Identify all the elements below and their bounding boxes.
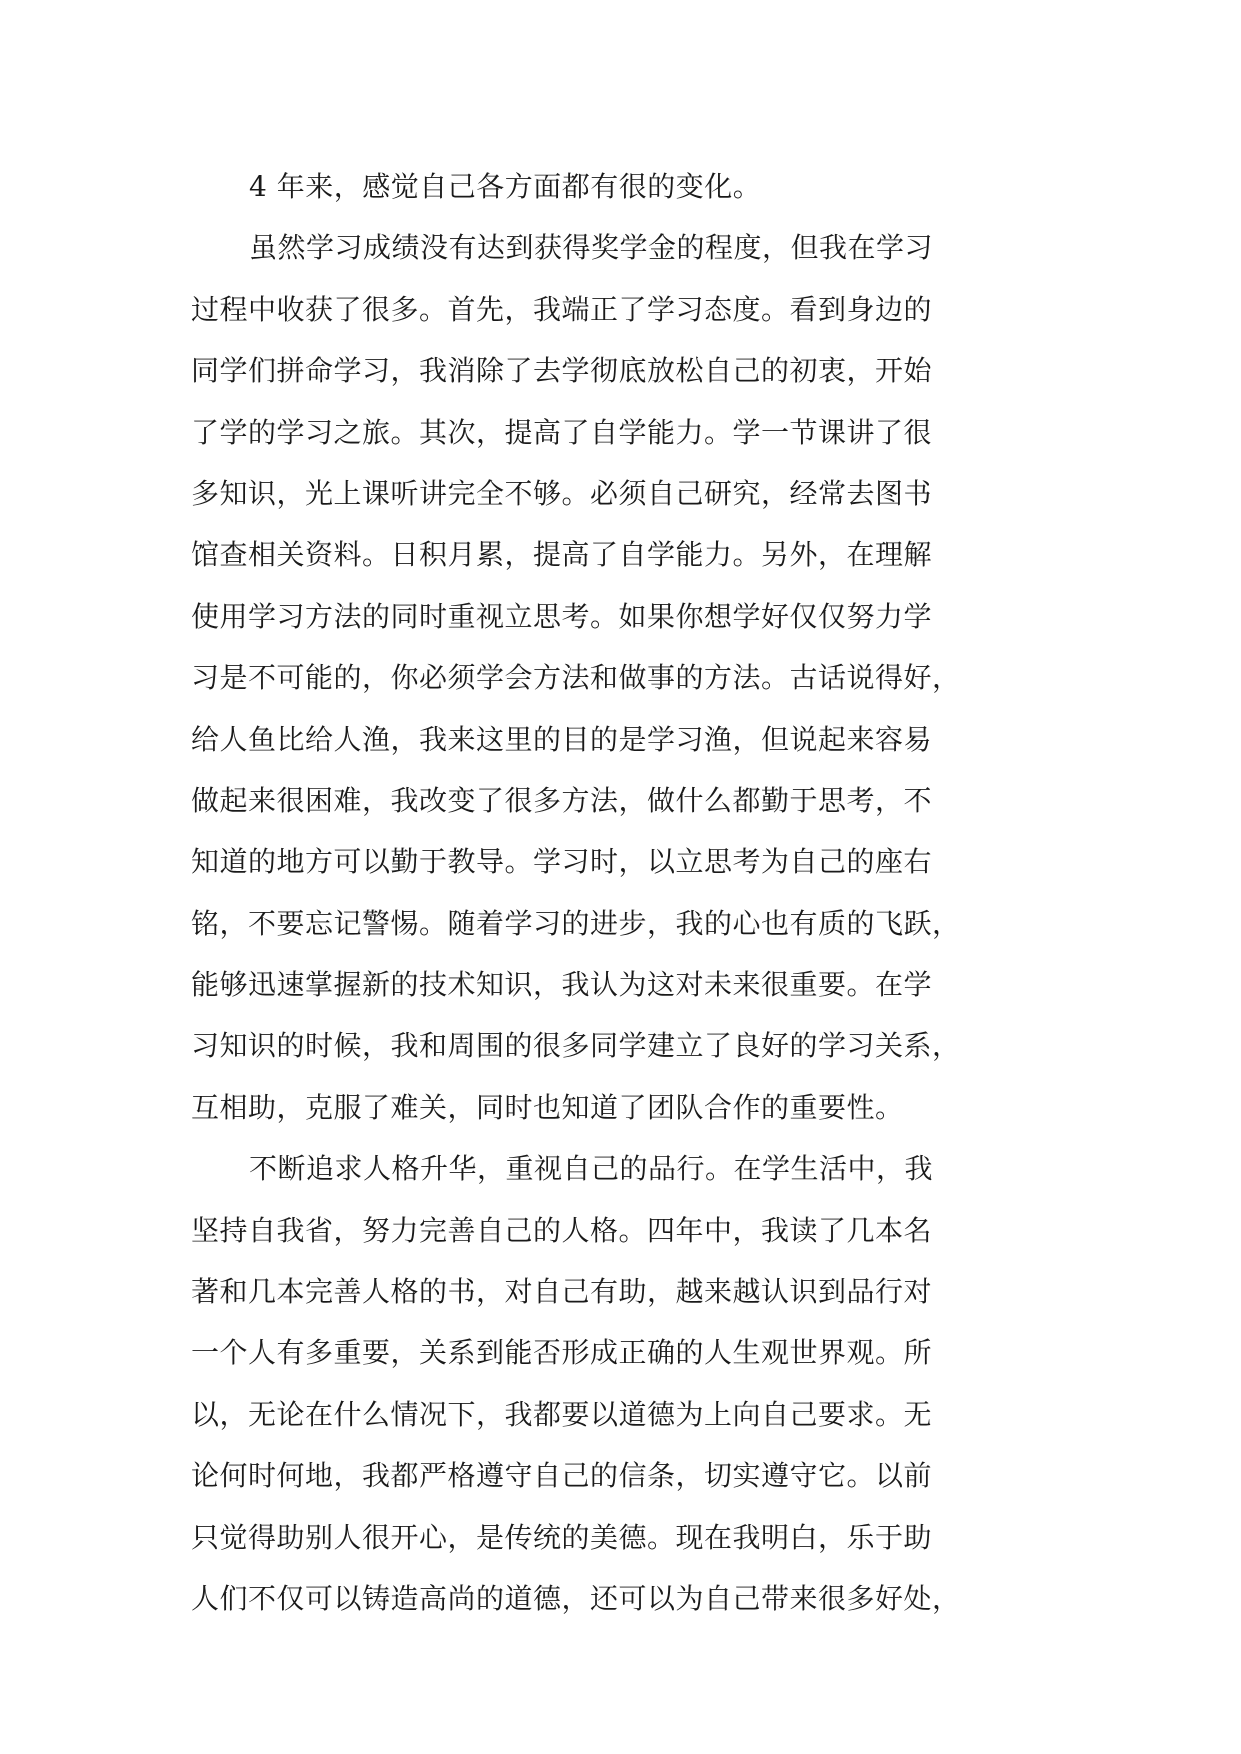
text-line: 习知识的时候，我和周围的很多同学建立了良好的学习关系， xyxy=(191,1029,961,1063)
text-line: 习是不可能的，你必须学会方法和做事的方法。古话说得好， xyxy=(191,661,961,695)
text-line: 知道的地方可以勤于教导。学习时，以立思考为自己的座右 xyxy=(191,845,933,879)
text-line: 铭，不要忘记警惕。随着学习的进步，我的心也有质的飞跃， xyxy=(191,906,961,940)
text-line: 馆查相关资料。日积月累，提高了自学能力。另外，在理解 xyxy=(191,538,933,572)
text-line: 著和几本完善人格的书，对自己有助，越来越认识到品行对 xyxy=(191,1275,933,1309)
text-line: 虽然学习成绩没有达到获得奖学金的程度，但我在学习 xyxy=(249,231,934,265)
text-line: 以，无论在什么情况下，我都要以道德为上向自己要求。无 xyxy=(191,1397,933,1431)
text-line: 人们不仅可以铸造高尚的道德，还可以为自己带来很多好处， xyxy=(191,1581,961,1615)
text-line: 一个人有多重要，关系到能否形成正确的人生观世界观。所 xyxy=(191,1336,933,1370)
document-body xyxy=(191,156,1055,1629)
text-line: 能够迅速掌握新的技术知识，我认为这对未来很重要。在学 xyxy=(191,968,933,1002)
text-line: 不断追求人格升华，重视自己的品行。在学生活中，我 xyxy=(249,1152,934,1186)
text-line: 了学的学习之旅。其次，提高了自学能力。学一节课讲了很 xyxy=(191,415,933,449)
text-line: 互相助，克服了难关，同时也知道了团队合作的重要性。 xyxy=(191,1090,904,1124)
text-line: 论何时何地，我都严格遵守自己的信条，切实遵守它。以前 xyxy=(191,1459,933,1493)
text-line: 使用学习方法的同时重视立思考。如果你想学好仅仅努力学 xyxy=(191,599,933,633)
text-line: 只觉得助别人很开心，是传统的美德。现在我明白，乐于助 xyxy=(191,1520,933,1554)
text-line: 同学们拼命学习，我消除了去学彻底放松自己的初衷，开始 xyxy=(191,354,933,388)
text-line: 过程中收获了很多。首先，我端正了学习态度。看到身边的 xyxy=(191,292,933,326)
text-line: 4 年来，感觉自己各方面都有很的变化。 xyxy=(249,170,762,203)
text-line: 多知识，光上课听讲完全不够。必须自己研究，经常去图书 xyxy=(191,476,933,510)
text-line: 坚持自我省，努力完善自己的人格。四年中，我读了几本名 xyxy=(191,1213,933,1247)
text-line: 给人鱼比给人渔，我来这里的目的是学习渔，但说起来容易 xyxy=(191,722,933,756)
text-line: 做起来很困难，我改变了很多方法，做什么都勤于思考，不 xyxy=(191,783,933,817)
